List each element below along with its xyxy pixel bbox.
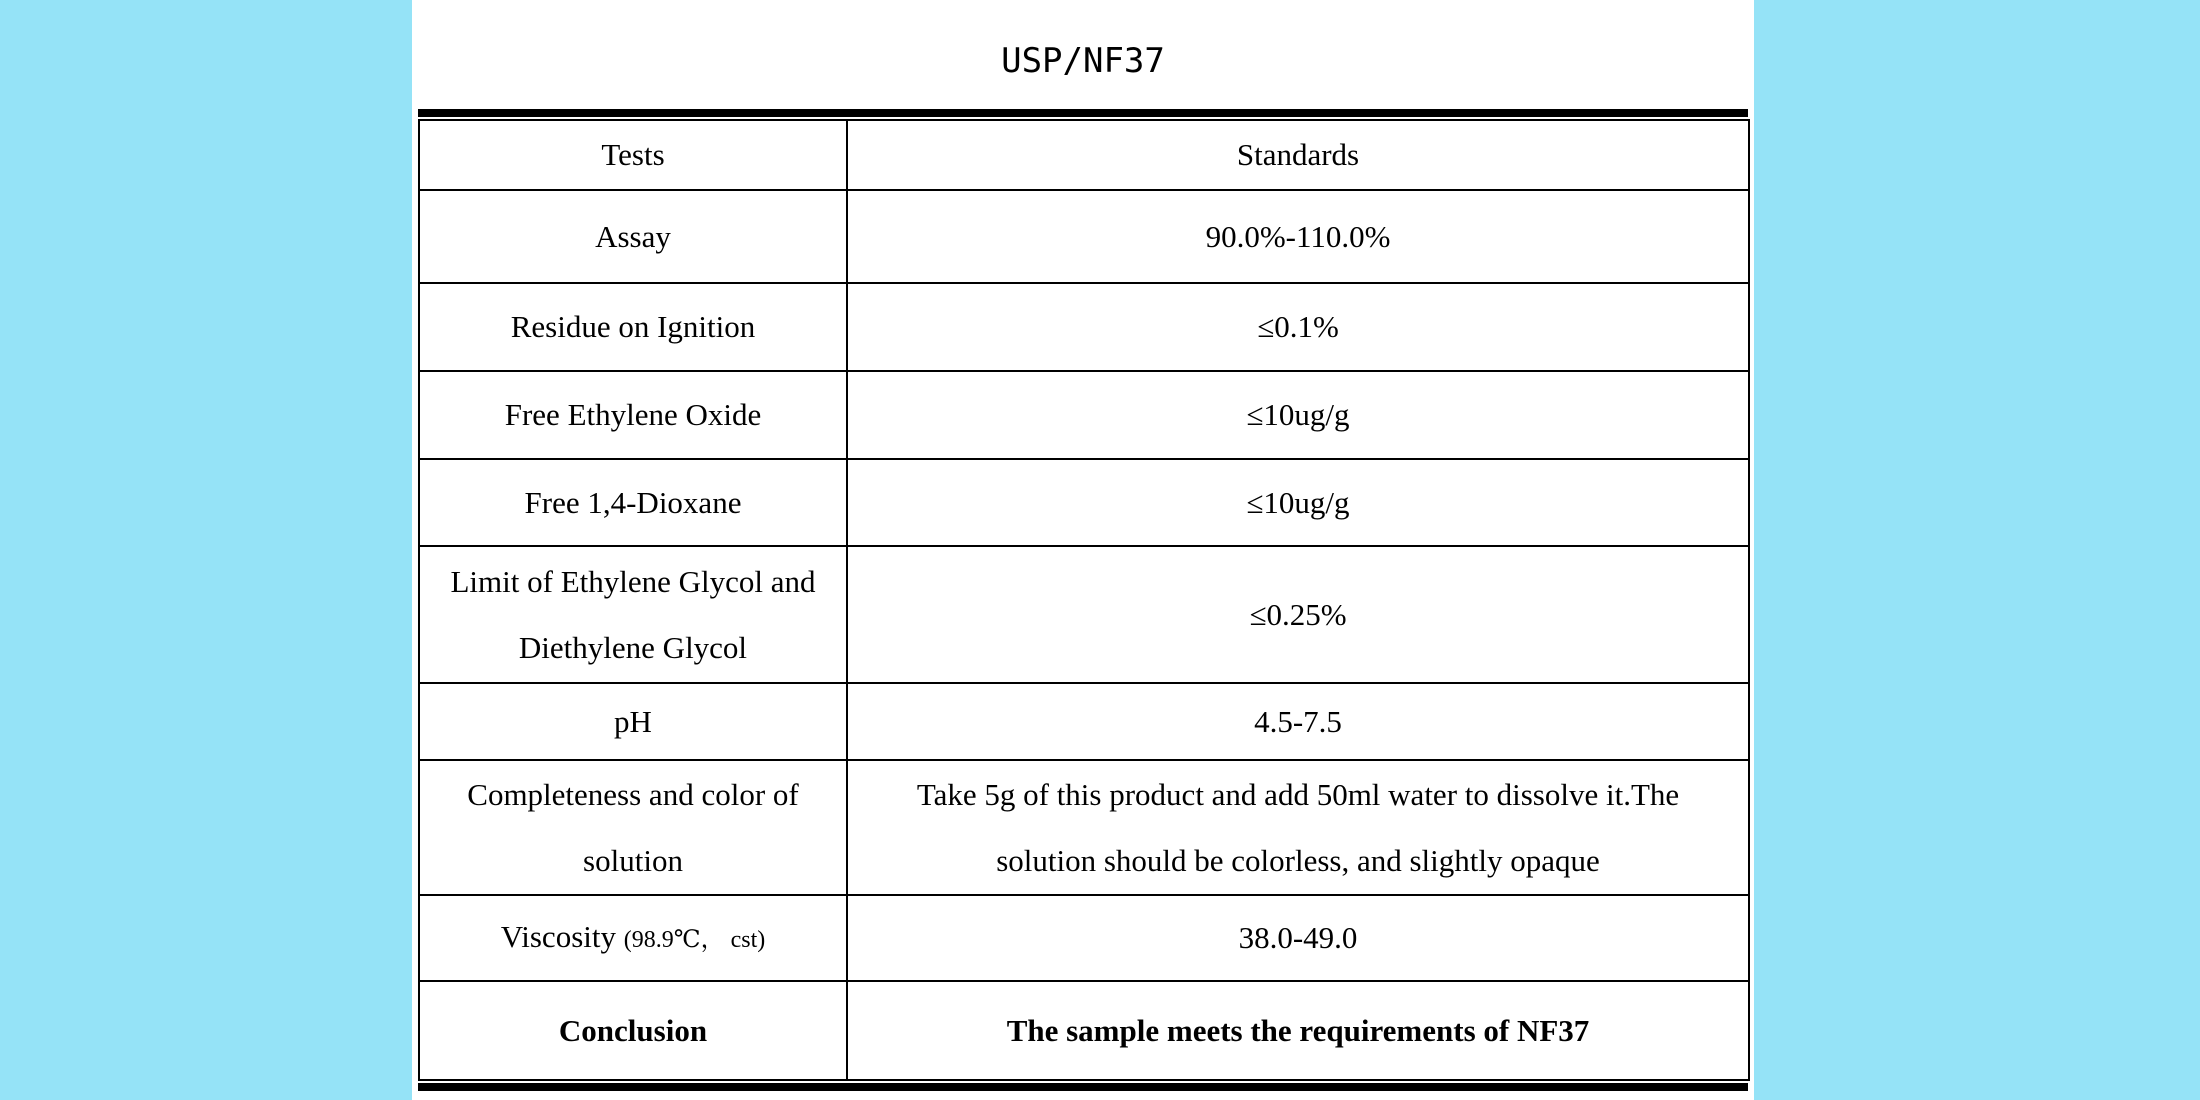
- table-row: [419, 190, 1749, 283]
- document-title: USP/NF37: [1001, 41, 1165, 81]
- standard-cell: ≤10ug/g: [847, 459, 1749, 546]
- top-rule: [418, 109, 1748, 117]
- table-header-row: [419, 120, 1749, 190]
- table-row: [419, 760, 1749, 895]
- header-standards: Standards: [847, 120, 1749, 190]
- table-row: [419, 283, 1749, 371]
- table-row: [419, 895, 1749, 981]
- test-cell: Free 1,4-Dioxane: [419, 459, 847, 546]
- specification-table: [418, 119, 1750, 1081]
- standard-cell: ≤0.25%: [847, 546, 1749, 683]
- header-tests: Tests: [419, 120, 847, 190]
- standard-cell: 4.5-7.5: [847, 683, 1749, 760]
- document-page: [412, 0, 1754, 1100]
- standard-cell: ≤0.1%: [847, 283, 1749, 371]
- test-note: (98.9℃， cst): [623, 926, 766, 953]
- test-cell: Completeness and color of solution: [419, 760, 847, 895]
- test-cell: Free Ethylene Oxide: [419, 371, 847, 459]
- bottom-rule: [418, 1083, 1748, 1091]
- table-row: [419, 371, 1749, 459]
- table-row: [419, 459, 1749, 546]
- standard-cell: 38.0-49.0: [847, 895, 1749, 981]
- standard-cell: 90.0%-110.0%: [847, 190, 1749, 283]
- table-row: [419, 683, 1749, 760]
- standard-cell: Take 5g of this product and add 50ml water to dissolve it.The solution should be colorless, and slightly opaque: [847, 760, 1749, 895]
- standard-cell: ≤10ug/g: [847, 371, 1749, 459]
- test-cell: [419, 895, 847, 981]
- test-cell: pH: [419, 683, 847, 760]
- test-cell: Limit of Ethylene Glycol and Diethylene Glycol: [419, 546, 847, 683]
- test-name: Viscosity: [500, 918, 616, 954]
- test-cell: Assay: [419, 190, 847, 283]
- conclusion-value: The sample meets the requirements of NF37: [847, 981, 1749, 1080]
- conclusion-label: Conclusion: [419, 981, 847, 1080]
- table-row: [419, 546, 1749, 683]
- conclusion-row: [419, 981, 1749, 1080]
- test-cell: Residue on Ignition: [419, 283, 847, 371]
